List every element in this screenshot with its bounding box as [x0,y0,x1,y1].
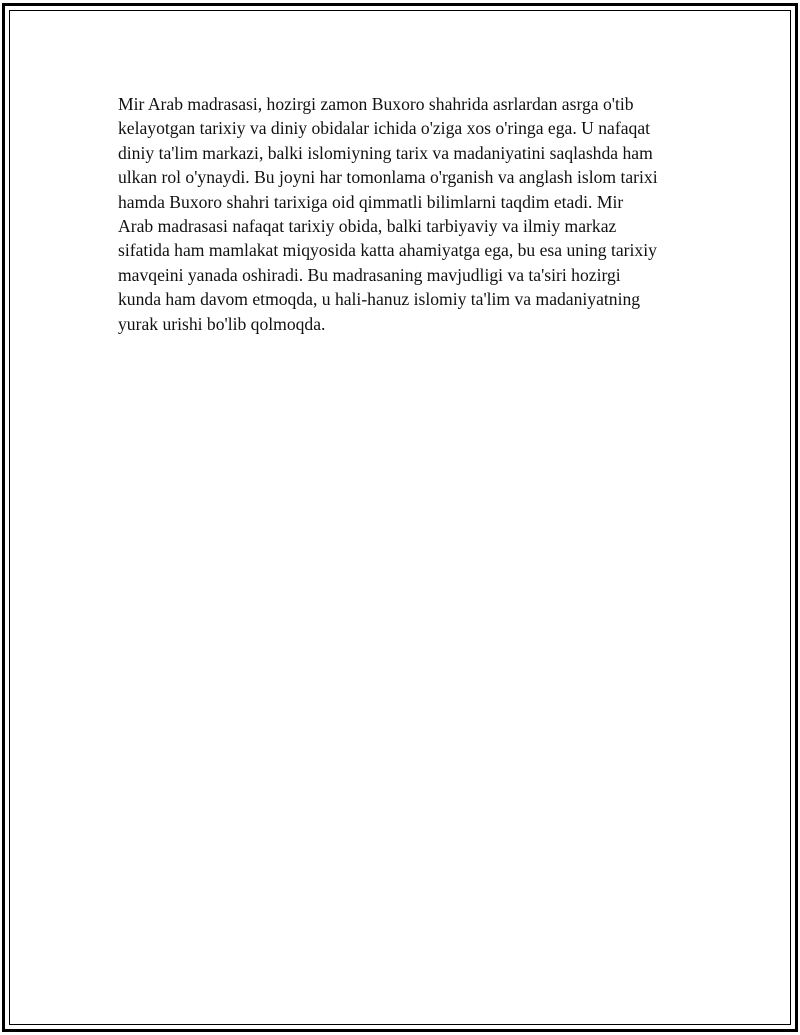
paragraph-line: sifatida ham mamlakat miqyosida katta ahamiyatga ega, bu esa uning tarixiy [118,240,657,261]
paragraph-line: ulkan rol o'ynaydi. Bu joyni har tomonlama o'rganish va anglash islom tarixi [118,167,658,188]
paragraph-line: Arab madrasasi nafaqat tarixiy obida, balki tarbiyaviy va ilmiy markaz [118,216,617,237]
body-paragraph [118,92,698,336]
paragraph-line: kunda ham davom etmoqda, u hali-hanuz islomiy ta'lim va madaniyatning [118,289,641,310]
paragraph-line: kelayotgan tarixiy va diniy obidalar ichida o'ziga xos o'ringa ega. U nafaqat [118,118,651,139]
paragraph-line: yurak urishi bo'lib qolmoqda. [118,313,326,334]
paragraph-line: diniy ta'lim markazi, balki islomiyning tarix va madaniyatini saqlashda ham [118,142,653,163]
paragraph-line: Mir Arab madrasasi, hozirgi zamon Buxoro shahrida asrlardan asrga o'tib [118,94,634,114]
paragraph-line: mavqeini yanada oshiradi. Bu madrasaning mavjudligi va ta'siri hozirgi [118,264,621,285]
paragraph-line: hamda Buxoro shahri tarixiga oid qimmatli bilimlarni taqdim etadi. Mir [118,191,624,212]
